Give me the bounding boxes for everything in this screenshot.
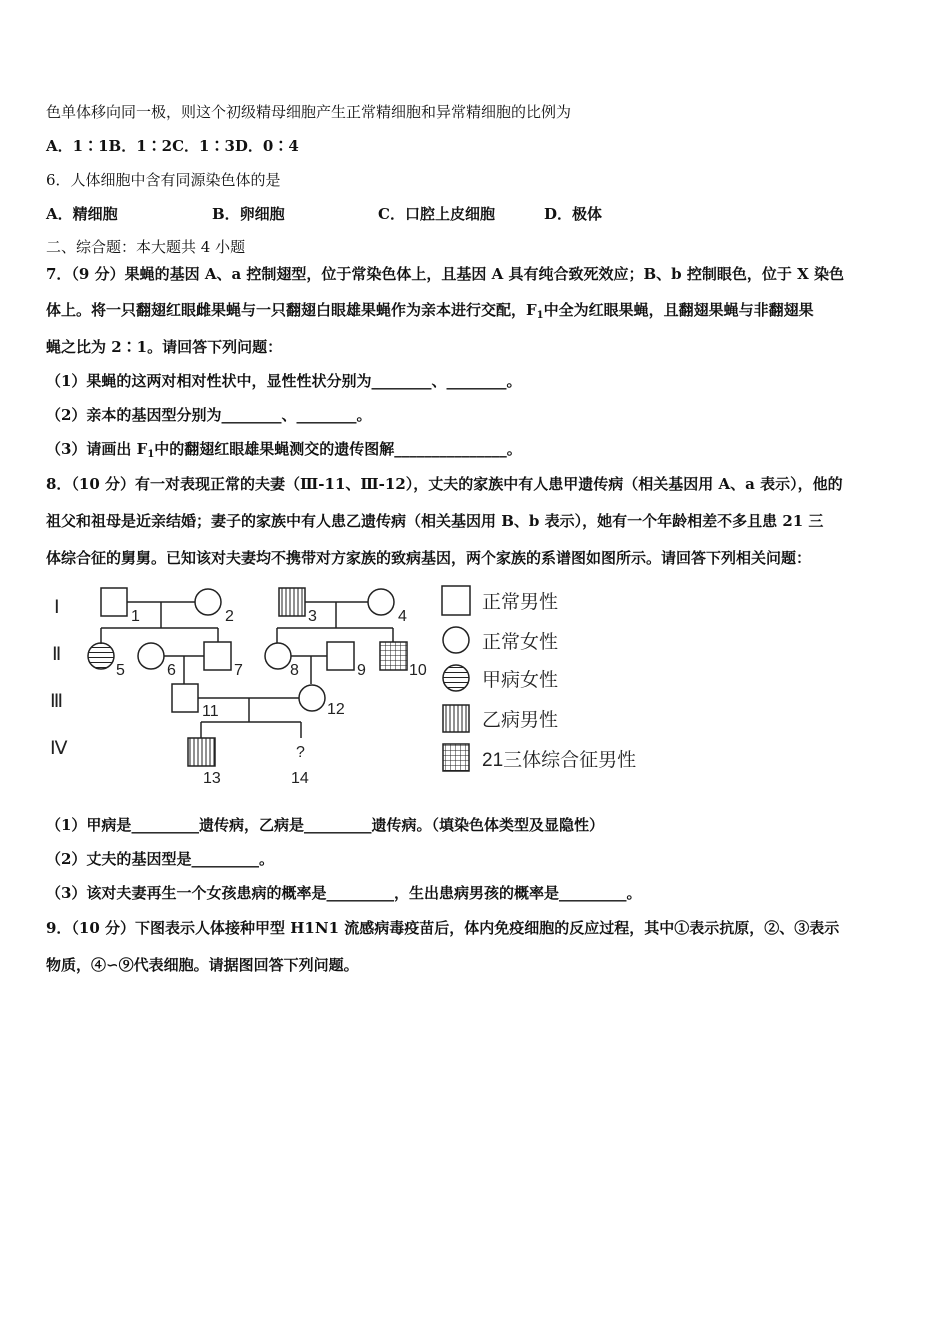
individual-5-disease-a-female — [88, 643, 114, 669]
q6-stem: 6．人体细胞中含有同源染色体的是 — [46, 171, 281, 189]
individual-9-normal-male — [327, 642, 354, 670]
q7-line3: 蝇之比为 2∶1。请回答下列问题： — [46, 338, 283, 356]
id-label-3: 3 — [308, 608, 317, 625]
individual-2-normal-female — [195, 589, 221, 615]
q8-sub3: （3）该对夫妻再生一个女孩患病的概率是_________，生出患病男孩的概率是_________。 — [46, 884, 642, 902]
id-label-6: 6 — [167, 662, 176, 679]
id-label-8: 8 — [290, 662, 299, 679]
legend-label-normal-female: 正常女性 — [482, 632, 559, 653]
q7-sub3: （3）请画出 $F_1$中的翻翅红眼雄果蝇测交的遗传图解_______________。 — [46, 440, 522, 460]
id-label-9: 9 — [357, 662, 366, 679]
q6-option-c: C．口腔上皮细胞 — [378, 205, 495, 223]
pedigree-chart — [40, 580, 660, 790]
q7-sub2: （2）亲本的基因型分别为________、________。 — [46, 406, 372, 424]
legend-label-disease-a-female: 甲病女性 — [482, 670, 559, 691]
id-label-5: 5 — [116, 662, 125, 679]
legend-normal-female-icon — [443, 627, 469, 653]
gen-label-2: Ⅱ — [52, 644, 62, 665]
q9-line2: 物质，④∽⑨代表细胞。请据图回答下列问题。 — [46, 956, 359, 974]
q6-option-d: D．极体 — [544, 205, 603, 223]
q5-options: A．1∶1B．1∶2C．1∶3D．0∶4 — [46, 137, 299, 155]
unknown-child-mark: ? — [296, 744, 305, 761]
q8-line1: 8．（10 分）有一对表现正常的夫妻（Ⅲ-11、Ⅲ-12），丈夫的家族中有人患甲遗传病（相关基因用 A、a 表示），他的 — [46, 475, 843, 493]
gen-label-1: Ⅰ — [54, 597, 60, 618]
legend-label-trisomy21-male: 21三体综合征男性 — [482, 750, 637, 771]
legend-label-disease-b-male: 乙病男性 — [482, 710, 559, 731]
q9-line1: 9．（10 分）下图表示人体接种甲型 H1N1 流感病毒疫苗后，体内免疫细胞的反应过程，其中①表示抗原，②、③表示 — [46, 919, 840, 937]
id-label-2: 2 — [225, 608, 234, 625]
q5-continuation: 色单体移向同一极，则这个初级精母细胞产生正常精细胞和异常精细胞的比例为 — [46, 103, 572, 121]
gen-label-3: Ⅲ — [50, 691, 64, 712]
legend-disease-a-female-icon — [443, 665, 469, 691]
id-label-4: 4 — [398, 608, 407, 625]
id-label-14: 14 — [291, 770, 309, 787]
id-label-11: 11 — [202, 703, 219, 720]
legend-disease-b-male-icon — [443, 705, 469, 732]
q7-line2: 体上。将一只翻翅红眼雌果蝇与一只翻翅白眼雄果蝇作为亲本进行交配，$F_1$中全为红眼果蝇，且翻翅果蝇与非翻翅果 — [46, 301, 814, 321]
id-label-12: 12 — [327, 701, 345, 718]
q7-line1: 7．（9 分）果蝇的基因 A、a 控制翅型，位于常染色体上，且基因 A 具有纯合致死效应；B、b 控制眼色，位于 X 染色 — [46, 265, 844, 283]
gen-label-4: Ⅳ — [50, 738, 68, 759]
q8-line2: 祖父和祖母是近亲结婚；妻子的家族中有人患乙遗传病（相关基因用 B、b 表示），她有一个年龄相差不多且患 21 三 — [46, 512, 824, 530]
id-label-13: 13 — [203, 770, 221, 787]
q8-sub2: （2）丈夫的基因型是_________。 — [46, 850, 274, 868]
individual-3-disease-b-male — [279, 588, 305, 616]
individual-8-normal-female — [265, 643, 291, 669]
individual-7-normal-male — [204, 642, 231, 670]
legend-trisomy21-male-icon — [443, 744, 469, 771]
id-label-10: 10 — [409, 662, 427, 679]
q8-line3: 体综合征的舅舅。已知该对夫妻均不携带对方家族的致病基因，两个家族的系谱图如图所示。请回答下列相关问题： — [46, 549, 812, 567]
individual-6-normal-female — [138, 643, 164, 669]
individual-4-normal-female — [368, 589, 394, 615]
q6-option-a: A．精细胞 — [46, 205, 118, 223]
q6-option-b: B．卵细胞 — [212, 205, 285, 223]
id-label-1: 1 — [131, 608, 140, 625]
individual-1-normal-male — [101, 588, 127, 616]
individual-12-normal-female — [299, 685, 325, 711]
section2-heading: 二、综合题：本大题共 4 小题 — [46, 238, 246, 256]
individual-11-normal-male — [172, 684, 198, 712]
individual-10-trisomy21-male — [380, 642, 407, 670]
legend-label-normal-male: 正常男性 — [482, 592, 559, 613]
legend-normal-male-icon — [442, 586, 470, 615]
q8-sub1: （1）甲病是_________遗传病，乙病是_________遗传病。（填染色体类型及显隐性） — [46, 816, 604, 834]
id-label-7: 7 — [234, 662, 243, 679]
q7-sub1: （1）果蝇的这两对相对性状中，显性性状分别为________、________。 — [46, 372, 522, 390]
individual-13-disease-b-male — [188, 738, 215, 766]
